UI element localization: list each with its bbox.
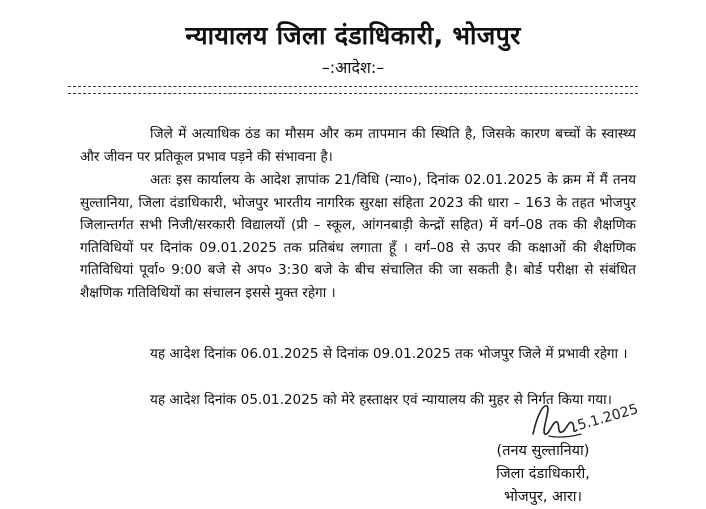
paragraph-3 bbox=[80, 343, 636, 366]
dashed-divider-top bbox=[68, 86, 638, 87]
handwritten-signature bbox=[527, 394, 642, 446]
signatory-designation: जिला दंडाधिकारी, bbox=[496, 466, 590, 482]
court-title: न्यायालय जिला दंडाधिकारी, भोजपुर bbox=[185, 21, 521, 50]
order-heading: –:आदेश:– bbox=[321, 58, 385, 77]
paragraph-2-text: अतः इस कार्यालय के आदेश ज्ञापांक 21/विधि (न्या०), दिनांक 02.01.2025 के क्रम में मैं तनय सुल्तानिया, जिला दंडाधिकारी, भोजपुर भारतीय नागरिक सुरक्षा संहिता 2023 की धारा – 163 के तहत भोजपुर जिलान्तर्गत सभी निजी/सरकारी विद्यालयों (प्री – स्कूल, आंगनबाड़ी केन्द्रों सहित) में वर्ग–08 तक की शैक्षणिक गतिविधियों पर दिनांक 09.01.2025 तक प्रतिबंध लगाता हूँ । वर्ग–08 से ऊपर की कक्षाओं की शैक्षणिक गतिविधियां पूर्वा० 9:00 बजे से अप० 3:30 बजे के बीच संचालित की जा सकती है। बोर्ड परीक्षा से संबंधित शैक्षणिक गतिविधियों का संचालन इससे मुक्त रहेगा । bbox=[80, 172, 636, 301]
paragraph-1 bbox=[80, 123, 636, 168]
signatory-name: (तनय सुल्तानिया) bbox=[496, 443, 590, 459]
paragraph-1-text: जिले में अत्याधिक ठंड का मौसम और कम तापमान की स्थिति है, जिसके कारण बच्चों के स्वास्थ्य और जीवन पर प्रतिकूल प्रभाव पड़ने की संभावना है। bbox=[80, 126, 636, 165]
dashed-divider-bottom bbox=[68, 93, 638, 94]
signatory-place: भोजपुर, आरा। bbox=[503, 489, 583, 505]
paragraph-3-text: यह आदेश दिनांक 06.01.2025 से दिनांक 09.01.2025 तक भोजपुर जिले में प्रभावी रहेगा । bbox=[150, 346, 628, 362]
paragraph-4-text: यह आदेश दिनांक 05.01.2025 को मेरे हस्ताक्षर एवं न्यायालय की मुहर से निर्गत किया गया। bbox=[150, 392, 612, 408]
paragraph-2 bbox=[80, 169, 636, 304]
handwritten-date: 5.1.2025 bbox=[575, 401, 641, 434]
